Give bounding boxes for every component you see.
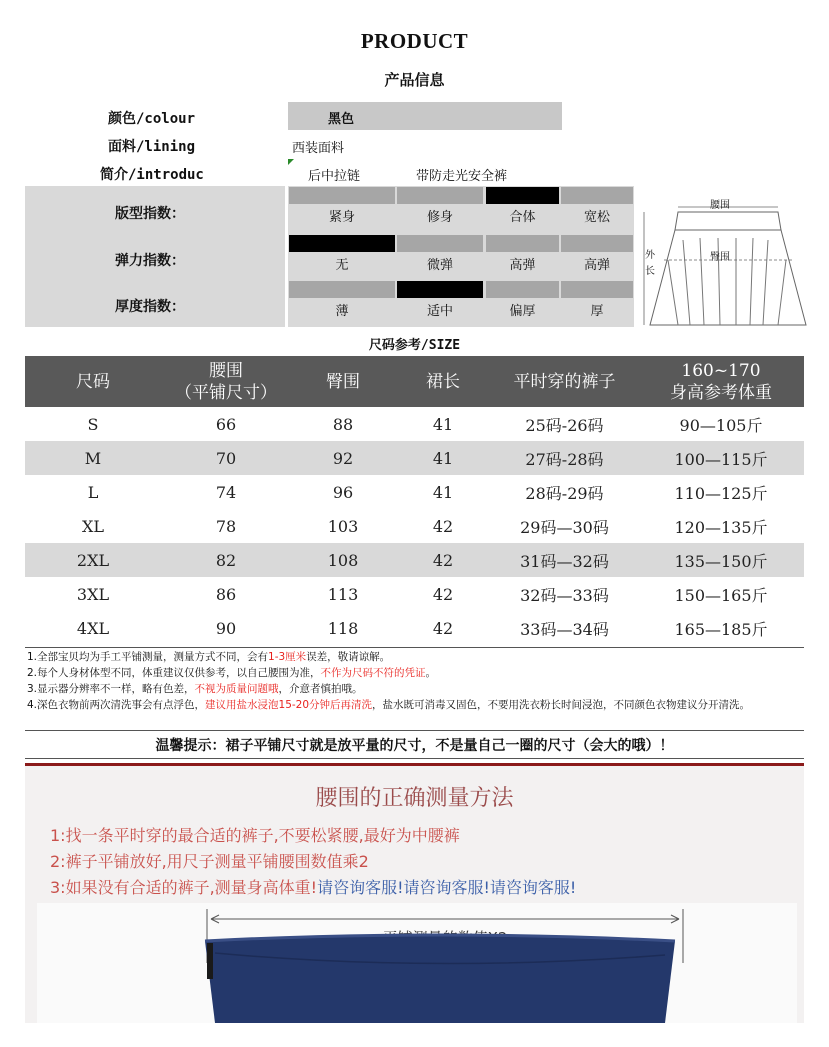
color-value: 黑色 [328, 112, 355, 127]
fit-option-4: 宽松 [583, 209, 610, 225]
instruction-text: 3:如果没有合适的裤子,测量身高体重! [50, 878, 318, 897]
thickness-bar-1 [289, 281, 395, 298]
note-text: 。 [425, 667, 437, 679]
notes-block [27, 649, 802, 713]
elastic-option-4: 高弹 [583, 257, 610, 273]
intro-value-1: 后中拉链 [308, 169, 361, 184]
cell-length: 41 [432, 482, 454, 502]
cell-size: 4XL [76, 618, 110, 638]
header-length: 裙长 [395, 356, 491, 407]
cell-weight: 165—185斤 [674, 619, 768, 639]
thickness-option-3: 偏厚 [509, 303, 536, 319]
divider [25, 730, 804, 731]
note-text: ，介意者慎拍哦。 [278, 683, 363, 695]
note-text: 误差，敬请谅解。 [306, 651, 391, 663]
diagram-length-label-2: 长 [645, 266, 655, 277]
thickness-option-2: 适中 [426, 303, 453, 319]
header-weight-ref: 身高参考体重 [670, 382, 772, 403]
table-row [25, 509, 804, 543]
thickness-option-4: 厚 [590, 303, 604, 319]
divider [25, 758, 804, 759]
cell-pants: 31码—32码 [491, 543, 638, 577]
table-row [25, 407, 804, 441]
note-4 [27, 697, 802, 713]
intro-value-2: 带防走光安全裤 [416, 169, 508, 184]
note-highlight: 1-3厘米 [268, 651, 307, 663]
cell-hip: 96 [332, 482, 354, 502]
cell-length: 41 [432, 414, 454, 434]
fit-option-3: 合体 [509, 209, 536, 225]
elastic-bar-4 [561, 235, 633, 252]
fit-option-1: 紧身 [328, 209, 355, 225]
header-weight [638, 356, 804, 407]
photo-instruction-3 [50, 875, 576, 898]
note-highlight: 建议用盐水浸泡15-20分钟后再清洗 [205, 699, 373, 711]
fit-bar-2 [397, 187, 483, 204]
cell-pants: 32码—33码 [520, 585, 609, 605]
cell-weight: 150—165斤 [674, 585, 768, 605]
cell-length: 41 [395, 441, 491, 475]
thickness-index-label: 厚度指数： [115, 299, 185, 315]
cell-waist: 86 [215, 584, 237, 604]
thickness-option-1: 薄 [335, 303, 349, 319]
note-1 [27, 649, 802, 665]
fabric-value: 西装面料 [292, 141, 345, 156]
header-waist [161, 356, 291, 407]
cell-hip: 113 [327, 584, 359, 604]
elastic-bar-2 [397, 235, 483, 252]
note-text: 1.全部宝贝均为手工平铺测量，测量方式不同，会有 [27, 651, 269, 663]
cell-size: S [87, 414, 99, 434]
cell-hip: 103 [327, 516, 359, 536]
color-label: 颜色/colour [108, 111, 196, 127]
fit-bar-4 [561, 187, 633, 204]
table-row [25, 441, 804, 475]
cell-weight: 90—105斤 [679, 415, 763, 435]
note-highlight: 不作为尺码不符的凭证 [320, 667, 426, 679]
navy-skirt-photo [185, 933, 695, 1023]
cell-size: 2XL [25, 543, 161, 577]
size-table-header-row [25, 356, 804, 407]
cell-hip: 118 [327, 618, 359, 638]
header-waist-main: 腰围 [209, 360, 243, 381]
warm-tip: 温馨提示：裙子平铺尺寸就是放平量的尺寸，不是量自己一圈的尺寸（会大的哦）！ [155, 738, 674, 754]
table-row [25, 543, 804, 577]
elastic-option-1: 无 [335, 257, 349, 273]
header-waist-sub: （平铺尺寸） [175, 382, 277, 403]
table-row [25, 475, 804, 509]
photo-instruction-1: 1:找一条平时穿的最合适的裤子,不要松紧腰,最好为中腰裤 [50, 826, 460, 845]
note-2 [27, 665, 802, 681]
cell-weight: 100—115斤 [638, 441, 804, 475]
cell-pants: 25码-26码 [525, 415, 604, 435]
cell-waist: 90 [215, 618, 237, 638]
cell-waist: 82 [161, 543, 291, 577]
cell-length: 42 [432, 516, 454, 536]
cell-waist: 66 [215, 414, 237, 434]
section-subtitle: 产品信息 [384, 70, 445, 89]
diagram-waist-label: 腰围 [710, 200, 730, 211]
instruction-contact: 请咨询客服!请咨询客服!请咨询客服! [317, 878, 577, 897]
table-row [25, 577, 804, 611]
cell-pants: 33码—34码 [520, 619, 609, 639]
cell-pants: 27码-28码 [491, 441, 638, 475]
size-table [25, 356, 804, 645]
fit-bar-3-selected [486, 187, 559, 204]
top-border [25, 763, 804, 766]
note-text: 2.每个人身材体型不同，体重建议仅供参考，以自己腰围为准， [27, 667, 321, 679]
header-height-range: 160~170 [681, 360, 761, 381]
green-corner-marker [288, 159, 294, 165]
size-section-title: 尺码参考/SIZE [368, 337, 461, 353]
thickness-bar-4 [561, 281, 633, 298]
cell-hip: 92 [291, 441, 395, 475]
divider [25, 647, 804, 648]
header-size: 尺码 [25, 356, 161, 407]
cell-hip: 88 [332, 414, 354, 434]
note-text: 4.深色衣物前两次清洗事会有点浮色， [27, 699, 206, 711]
elastic-bar-1-selected [289, 235, 395, 252]
color-value-cell [288, 102, 562, 130]
cell-length: 42 [432, 618, 454, 638]
fabric-label: 面料/lining [108, 139, 196, 155]
cell-size: 3XL [76, 584, 110, 604]
cell-length: 42 [432, 584, 454, 604]
cell-size: M [25, 441, 161, 475]
thickness-bar-2-selected [397, 281, 483, 298]
fit-bar-1 [289, 187, 395, 204]
note-text: 3.显示器分辨率不一样，略有色差， [27, 683, 195, 695]
cell-size: L [87, 482, 99, 502]
photo-instruction-2: 2:裤子平铺放好,用尺子测量平铺腰围数值乘2 [50, 852, 369, 871]
diagram-hip-label: 臀围 [710, 252, 730, 263]
table-row [25, 611, 804, 645]
elastic-option-3: 高弹 [509, 257, 536, 273]
measurement-method-image [25, 763, 804, 1023]
diagram-length-label-1: 外 [645, 250, 655, 261]
cell-length: 42 [395, 543, 491, 577]
fit-index-label: 版型指数： [115, 206, 185, 222]
cell-weight: 120—135斤 [674, 517, 768, 537]
note-highlight: 不视为质量问题哦 [194, 683, 279, 695]
elastic-bar-3 [486, 235, 559, 252]
cell-waist: 74 [215, 482, 237, 502]
note-text: ，盐水既可消毒又固色，不要用洗衣粉长时间浸泡，不同颜色衣物建议分开清洗。 [372, 699, 751, 711]
thickness-bar-3 [486, 281, 559, 298]
skirt-measure-diagram [638, 190, 808, 330]
header-pants: 平时穿的裤子 [491, 356, 638, 407]
cell-waist: 78 [215, 516, 237, 536]
skirt-icon [185, 933, 695, 1023]
cell-size: XL [81, 516, 104, 536]
cell-pants: 29码—30码 [520, 517, 609, 537]
elastic-index-label: 弹力指数： [115, 253, 185, 269]
fit-option-2: 修身 [426, 209, 453, 225]
photo-title: 腰围的正确测量方法 [315, 785, 514, 811]
cell-waist: 70 [161, 441, 291, 475]
header-hip: 臀围 [291, 356, 395, 407]
elastic-option-2: 微弹 [426, 257, 453, 273]
intro-label: 简介/introduc [100, 167, 204, 183]
cell-hip: 108 [291, 543, 395, 577]
cell-weight: 135—150斤 [638, 543, 804, 577]
cell-weight: 110—125斤 [674, 483, 768, 503]
page-title: PRODUCT [360, 28, 469, 53]
cell-pants: 28码-29码 [525, 483, 604, 503]
note-3 [27, 681, 802, 697]
